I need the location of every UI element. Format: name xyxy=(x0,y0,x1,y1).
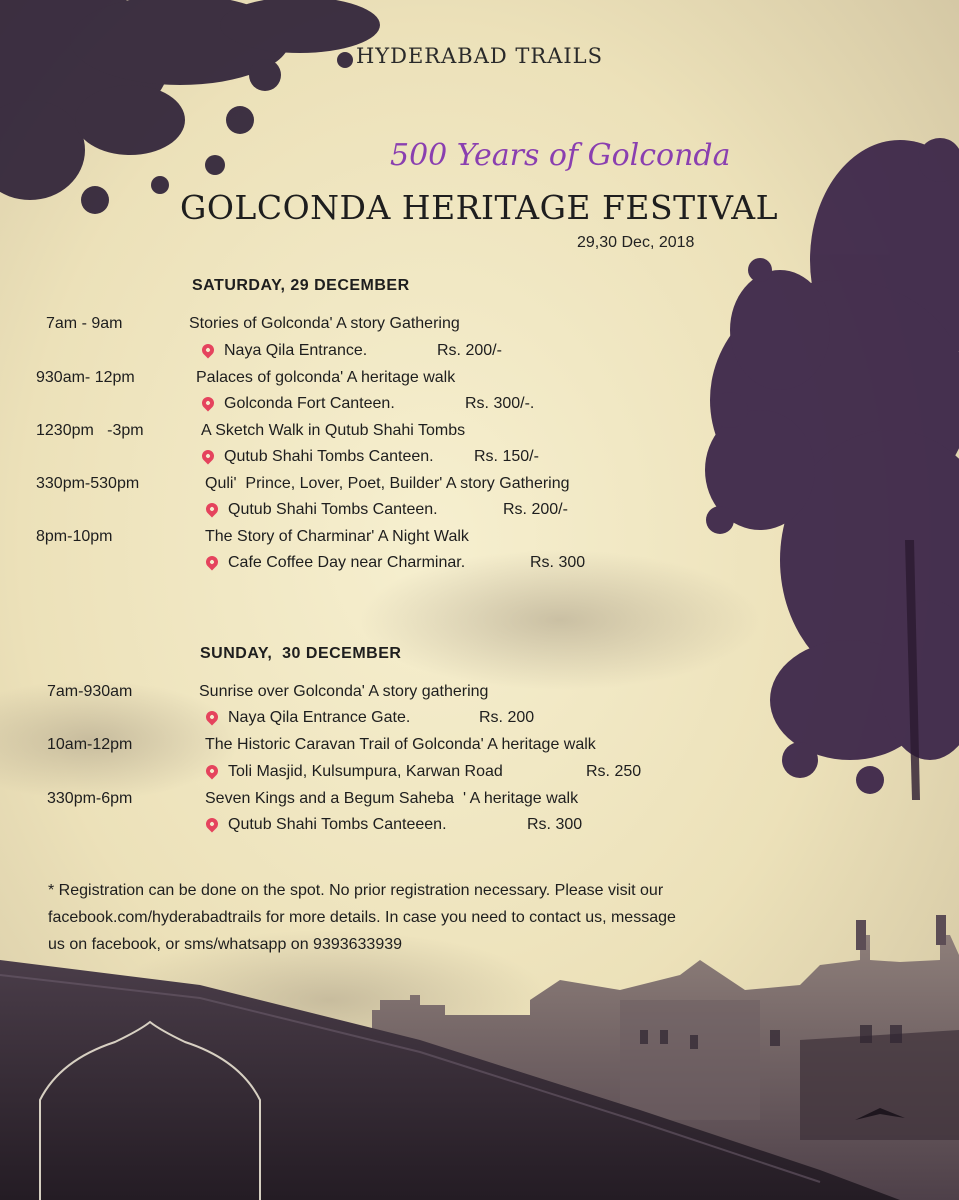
event-time: 930am- 12pm xyxy=(36,369,135,386)
event-price: Rs. 300 xyxy=(530,554,586,571)
location-pin-icon xyxy=(204,501,221,518)
event-time: 330pm-6pm xyxy=(47,790,133,807)
event-venue: Golconda Fort Canteen. xyxy=(224,395,395,412)
event-price: Rs. 200 xyxy=(479,709,535,726)
event-venue-line xyxy=(202,395,395,413)
brand-name: HYDERABAD TRAILS xyxy=(355,44,604,68)
event-venue-line xyxy=(206,501,438,519)
event-title: Quli' Prince, Lover, Poet, Builder' A story Gathering xyxy=(205,475,570,492)
event-venue-line xyxy=(206,709,410,727)
festival-dates: 29,30 Dec, 2018 xyxy=(577,234,695,251)
event-venue-line xyxy=(206,816,447,834)
event-title: Seven Kings and a Begum Saheba ' A heritage walk xyxy=(205,790,579,807)
event-price: Rs. 200/- xyxy=(437,342,502,359)
event-venue: Qutub Shahi Tombs Canteen. xyxy=(224,448,434,465)
location-pin-icon xyxy=(200,448,217,465)
event-time: 10am-12pm xyxy=(47,736,133,753)
registration-note: * Registration can be done on the spot. No prior registration necessary. Please visit our facebook.com/hyderabadtrails for more details. In case you need to contact us, message us on facebook, or sms/whatsapp on 9393633939 xyxy=(48,882,676,953)
event-time: 7am-930am xyxy=(47,683,133,700)
event-venue: Toli Masjid, Kulsumpura, Karwan Road xyxy=(228,763,503,780)
saturday-heading: SATURDAY, 29 DECEMBER xyxy=(192,277,410,294)
event-venue: Qutub Shahi Tombs Canteeen. xyxy=(228,816,447,833)
event-price: Rs. 300 xyxy=(527,816,583,833)
event-title: Stories of Golconda' A story Gathering xyxy=(189,315,460,332)
event-time: 8pm-10pm xyxy=(36,528,113,545)
event-title: The Story of Charminar' A Night Walk xyxy=(205,528,469,545)
event-venue-line xyxy=(202,342,367,360)
event-venue-line xyxy=(202,448,434,466)
event-price: Rs. 150/- xyxy=(474,448,539,465)
location-pin-icon xyxy=(204,763,221,780)
event-title: Palaces of golconda' A heritage walk xyxy=(196,369,456,386)
event-venue: Qutub Shahi Tombs Canteen. xyxy=(228,501,438,518)
sunday-heading: SUNDAY, 30 DECEMBER xyxy=(200,645,402,662)
location-pin-icon xyxy=(204,554,221,571)
tagline: 500 Years of Golconda xyxy=(390,138,731,173)
event-venue-line xyxy=(206,763,503,781)
event-title: The Historic Caravan Trail of Golconda' A heritage walk xyxy=(205,736,596,753)
event-venue: Cafe Coffee Day near Charminar. xyxy=(228,554,466,571)
event-venue: Naya Qila Entrance Gate. xyxy=(228,709,411,726)
location-pin-icon xyxy=(204,709,221,726)
event-venue-line xyxy=(206,554,465,572)
foliage-top-left xyxy=(0,0,380,214)
event-price: Rs. 200/- xyxy=(503,501,568,518)
tree-right xyxy=(705,138,959,794)
event-title: Sunrise over Golconda' A story gathering xyxy=(199,683,489,700)
event-time: 330pm-530pm xyxy=(36,475,140,492)
event-venue: Naya Qila Entrance. xyxy=(224,342,368,359)
location-pin-icon xyxy=(200,342,217,359)
festival-title: GOLCONDA HERITAGE FESTIVAL xyxy=(180,188,778,227)
event-price: Rs. 300/-. xyxy=(465,395,535,412)
event-title: A Sketch Walk in Qutub Shahi Tombs xyxy=(201,422,466,439)
location-pin-icon xyxy=(200,395,217,412)
location-pin-icon xyxy=(204,816,221,833)
event-time: 1230pm -3pm xyxy=(36,422,144,439)
event-price: Rs. 250 xyxy=(586,763,642,780)
event-time: 7am - 9am xyxy=(46,315,123,332)
